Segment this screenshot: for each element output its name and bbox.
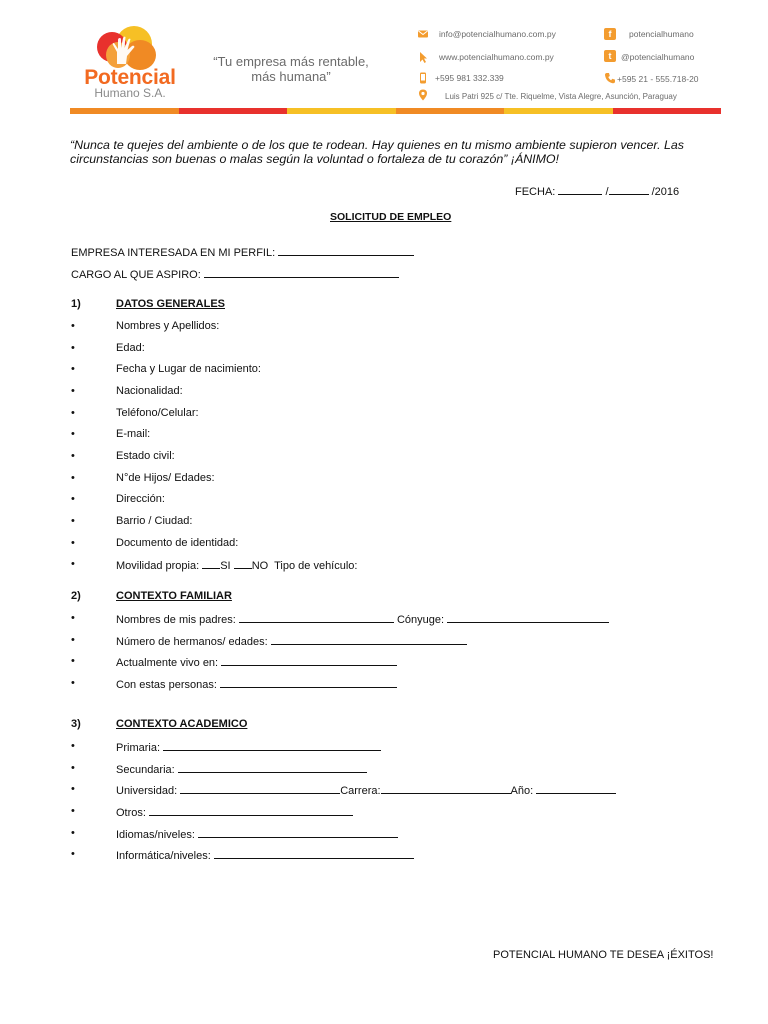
- movilidad-si-label: SI: [220, 560, 231, 572]
- primaria-field[interactable]: [163, 740, 381, 751]
- empresa-field[interactable]: [278, 245, 414, 256]
- slogan-line1: “Tu empresa más rentable,: [213, 54, 369, 69]
- bullet: •: [71, 428, 75, 440]
- bullet: •: [71, 740, 75, 752]
- color-bar-segment: [179, 108, 288, 114]
- bullet: •: [71, 677, 75, 689]
- carrera-field[interactable]: [381, 783, 511, 794]
- universidad-field[interactable]: [180, 783, 340, 794]
- bullet: •: [71, 515, 75, 527]
- section1-title: DATOS GENERALES: [116, 298, 225, 310]
- section1-number: 1): [71, 298, 81, 310]
- bullet: •: [71, 363, 75, 375]
- bullet: •: [71, 783, 75, 795]
- padres-row: [116, 612, 609, 627]
- idiomas-field[interactable]: [198, 827, 398, 838]
- field-label-estado-civil: Estado civil:: [116, 450, 175, 462]
- carrera-label: Carrera:: [340, 785, 381, 797]
- vivo-field[interactable]: [221, 655, 397, 666]
- otros-row: [116, 805, 353, 820]
- anio-field[interactable]: [536, 783, 616, 794]
- color-bar-segment: [504, 108, 613, 114]
- slogan: [205, 54, 377, 84]
- hermanos-field[interactable]: [271, 634, 467, 645]
- section2-title: CONTEXTO FAMILIAR: [116, 590, 232, 602]
- section3-title: CONTEXTO ACADEMICO: [116, 718, 248, 730]
- cargo-row: [71, 267, 399, 282]
- informatica-field[interactable]: [214, 848, 414, 859]
- field-label-barrio: Barrio / Ciudad:: [116, 515, 193, 527]
- otros-label: Otros:: [116, 807, 146, 819]
- field-label-direccion: Dirección:: [116, 493, 165, 505]
- hermanos-row: [116, 634, 467, 649]
- field-label-email: E-mail:: [116, 428, 151, 440]
- color-bar-segment: [287, 108, 396, 114]
- field-label-nacimiento: Fecha y Lugar de nacimiento:: [116, 363, 261, 375]
- empresa-row: [71, 245, 414, 260]
- slogan-line2: más humana”: [251, 69, 331, 84]
- conyuge-field[interactable]: [447, 612, 609, 623]
- fecha-label: FECHA:: [515, 186, 556, 198]
- section3-number: 3): [71, 718, 81, 730]
- motivational-quote: “Nunca te quejes del ambiente o de los que te rodean. Hay quienes en tu mismo ambiente supieron vencer. Las circunstancias son buenas o malas según la voluntad o fortaleza de tu corazón” ¡ÁNIMO!: [70, 138, 684, 166]
- color-bar-segment: [613, 108, 722, 114]
- bullet: •: [71, 450, 75, 462]
- bullet: •: [71, 537, 75, 549]
- bullet: •: [71, 407, 75, 419]
- personas-label: Con estas personas:: [116, 679, 217, 691]
- field-label-documento: Documento de identidad:: [116, 537, 239, 549]
- address: Luis Patri 925 c/ Tte. Riquelme, Vista Alegre, Asunción, Paraguay: [445, 92, 677, 101]
- empresa-label: EMPRESA INTERESADA EN MI PERFIL:: [71, 247, 276, 259]
- twitter-icon: t: [604, 50, 616, 62]
- primaria-row: [116, 740, 381, 755]
- location-pin-icon: [417, 89, 429, 101]
- bullet: •: [71, 385, 75, 397]
- bullet: •: [71, 827, 75, 839]
- padres-field[interactable]: [239, 612, 394, 623]
- field-label-nacionalidad: Nacionalidad:: [116, 385, 183, 397]
- movilidad-no-label: NO: [251, 560, 269, 572]
- phone-number: +595 21 - 555.718-20: [617, 74, 699, 84]
- bullet: •: [71, 848, 75, 860]
- bullet: •: [71, 472, 75, 484]
- hand-icon: [108, 36, 142, 66]
- company-name: Potencial: [84, 66, 176, 89]
- mobile-phone-icon: [417, 72, 429, 84]
- field-label-nombres: Nombres y Apellidos:: [116, 320, 220, 332]
- field-label-telefono: Teléfono/Celular:: [116, 407, 199, 419]
- bullet: •: [71, 762, 75, 774]
- tipo-vehiculo-label: Tipo de vehículo:: [274, 560, 358, 572]
- fecha-row: [515, 184, 679, 199]
- primaria-label: Primaria:: [116, 742, 161, 754]
- universidad-label: Universidad:: [116, 785, 178, 797]
- cargo-field[interactable]: [204, 267, 399, 278]
- form-title: SOLICITUD DE EMPLEO: [330, 211, 452, 223]
- vivo-label: Actualmente vivo en:: [116, 657, 219, 669]
- bullet: •: [71, 558, 75, 570]
- fecha-year: /2016: [651, 186, 680, 198]
- universidad-row: [116, 783, 616, 798]
- twitter-handle[interactable]: @potencialhumano: [621, 52, 695, 62]
- field-label-hijos: N°de Hijos/ Edades:: [116, 472, 215, 484]
- bullet: •: [71, 342, 75, 354]
- secundaria-row: [116, 762, 367, 777]
- footer-message: POTENCIAL HUMANO TE DESEA ¡ÉXITOS!: [493, 949, 714, 961]
- secundaria-field[interactable]: [178, 762, 367, 773]
- bullet: •: [71, 634, 75, 646]
- letterhead-color-bar: [70, 108, 721, 114]
- email-link[interactable]: info@potencialhumano.com.py: [439, 29, 556, 39]
- informatica-label: Informática/niveles:: [116, 850, 211, 862]
- bullet: •: [71, 805, 75, 817]
- bullet: •: [71, 612, 75, 624]
- fecha-month-field[interactable]: [609, 184, 649, 195]
- padres-label: Nombres de mis padres:: [116, 614, 236, 626]
- bullet: •: [71, 320, 75, 332]
- movilidad-si-field[interactable]: [202, 558, 220, 569]
- email-icon: [417, 28, 429, 40]
- conyuge-label: Cónyuge:: [396, 614, 445, 626]
- website-link[interactable]: www.potencialhumano.com.py: [439, 52, 554, 62]
- hermanos-label: Número de hermanos/ edades:: [116, 636, 268, 648]
- movilidad-no-field[interactable]: [234, 558, 252, 569]
- mobile-number: +595 981 332.339: [435, 73, 504, 83]
- movilidad-row: [116, 558, 357, 573]
- idiomas-row: [116, 827, 398, 842]
- bullet: •: [71, 655, 75, 667]
- field-label-edad: Edad:: [116, 342, 145, 354]
- color-bar-segment: [396, 108, 505, 114]
- idiomas-label: Idiomas/niveles:: [116, 829, 195, 841]
- facebook-icon: f: [604, 28, 616, 40]
- facebook-handle[interactable]: potencialhumano: [629, 29, 694, 39]
- personas-field[interactable]: [220, 677, 397, 688]
- bullet: •: [71, 493, 75, 505]
- informatica-row: [116, 848, 414, 863]
- fecha-separator: /: [605, 186, 609, 198]
- anio-label: Año:: [510, 785, 534, 797]
- cargo-label: CARGO AL QUE ASPIRO:: [71, 269, 201, 281]
- secundaria-label: Secundaria:: [116, 764, 175, 776]
- section2-number: 2): [71, 590, 81, 602]
- color-bar-segment: [70, 108, 179, 114]
- vivo-row: [116, 655, 397, 670]
- movilidad-label: Movilidad propia:: [116, 560, 200, 572]
- phone-icon: [604, 72, 616, 84]
- fecha-day-field[interactable]: [558, 184, 602, 195]
- personas-row: [116, 677, 397, 692]
- otros-field[interactable]: [149, 805, 353, 816]
- company-suffix: Humano S.A.: [94, 86, 166, 100]
- cursor-icon: [417, 51, 429, 63]
